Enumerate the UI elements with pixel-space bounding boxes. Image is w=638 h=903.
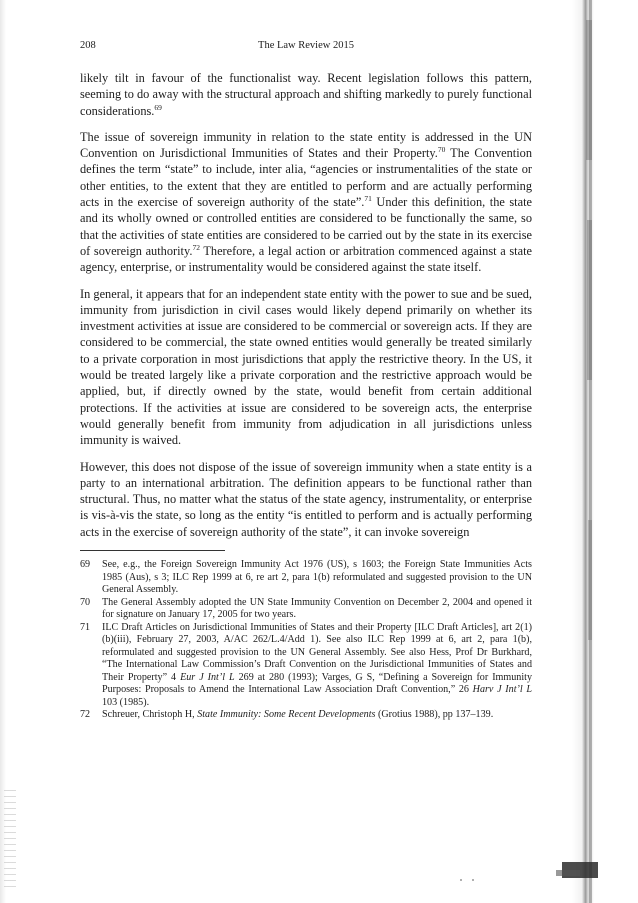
body-paragraph	[80, 129, 532, 276]
italic-citation: Eur J Int’l L	[180, 671, 235, 683]
footnote-reference: 71	[364, 193, 372, 203]
body-paragraph	[80, 70, 532, 119]
text-run: See, e.g., the Foreign Sovereign Immunity Act 1976 (US), s 1603; the Foreign State Immunities Acts 1985 (Aus), s 3; ILC Rep 1999 at 6, re art 2, para 1(b) reformulated and suggested provision to the UN General Assembly.	[102, 559, 532, 596]
running-title: The Law Review 2015	[258, 40, 354, 51]
scan-left-edge	[0, 0, 6, 903]
footnote-number: 70	[80, 596, 91, 608]
text-run: The Convention defines the term “state” to include, inter alia, “agencies or instrumentalities of the state or other entities, to the extent that they are entitled to perform and are actually performing acts in the exercise of sovereign authority of the state”.	[80, 146, 532, 210]
text-run: In general, it appears that for an independent state entity with the power to sue and be sued, immunity from jurisdiction in civil cases would likely depend primarily on whether its investment activities at issue are considered to be commercial or sovereign acts. If they are considered to be commercial, the state owned entities would generally be treated similarly to a private corporation in most jurisdictions that apply the restrictive theory. In the US, it would be treated largely like a private corporation and the restrictive approach would be applied, but, if directly owned by the state, would benefit from certain additional protections. If the activities at issue are considered to be sovereign acts, the enterprise would generally benefit from immunity from adjudication in all jurisdictions unless immunity is waived.	[80, 286, 532, 448]
text-run: However, this does not dispose of the issue of sovereign immunity when a state entity is a party to an international arbitration. The definition appears to be functional rather than structural. Thus, no matter what the status of the state agency, instrumentality, or enterprise is vis-à-vis the state, so long as the entity “is entitled to perform and is actually performing acts in the exercise of sovereign authority of the state”, it can invoke sovereign	[80, 459, 532, 539]
text-run: The issue of sovereign immunity in relation to the state entity is addressed in the UN Convention on Jurisdictional Immunities of States and their Property.	[80, 129, 532, 161]
footnote	[80, 622, 532, 710]
footnote	[80, 597, 532, 622]
scan-right-edge	[542, 0, 638, 903]
text-run: Therefore, a legal action or arbitration commenced against a state agency, enterprise, or instrumentality would be considered against the state itself.	[80, 243, 532, 275]
footnote-reference: 69	[154, 102, 162, 112]
footnotes	[80, 559, 532, 722]
footnote-separator	[80, 550, 225, 551]
scan-left-marks	[4, 790, 16, 890]
italic-citation: State Immunity: Some Recent Developments	[197, 709, 376, 721]
footnote	[80, 709, 532, 722]
footnote	[80, 559, 532, 597]
footnote-reference: 70	[437, 145, 446, 155]
scan-speck-marks	[458, 878, 488, 882]
body-text	[80, 70, 532, 540]
italic-citation: Harv J Int’l L	[472, 684, 532, 696]
footnote-number: 72	[80, 709, 91, 721]
text-run: likely tilt in favour of the functionalist way. Recent legislation follows this pattern, seeming to do away with the structural approach and shifting markedly to purely functional considerations.	[80, 71, 532, 118]
text-run: Schreuer, Christoph H,	[102, 709, 198, 721]
footnote-number: 71	[80, 621, 91, 633]
footnote-reference: 72	[192, 242, 200, 252]
body-paragraph	[80, 286, 532, 449]
text-run: (Grotius 1988), pp 137–139.	[375, 709, 494, 721]
text-run: 103 (1985).	[102, 696, 150, 708]
document-page	[80, 40, 532, 722]
text-run: ILC Draft Articles on Jurisdictional Immunities of States and their Property [ILC Draft Articles], art 2(1)(b)(iii), February 27, 2003, A/AC 262/L.4/Add 1). See also ILC Rep 1999 at 6, art 2, para 1(b), reformulated and suggested provision to the UN General Assembly. See also Hess, Prof Dr Burkhard, “The International Law Commission’s Draft Convention on the Jurisdictional Immunities of States and Their Property” 4	[102, 621, 532, 683]
text-run: The General Assembly adopted the UN State Immunity Convention on December 2, 2004 and opened it for signature on January 17, 2005 for two years.	[102, 596, 532, 621]
text-run: 269 at 280 (1993); Varges, G S, “Defining a Sovereign for Immunity Purposes: Proposals to Amend the International Law Association Draft Convention,” 26	[102, 671, 533, 696]
text-run: Under this definition, the state and its wholly owned or controlled entities are considered to be functionally the same, so that the activities of state entities are considered to be carried out by the state in its exercise of sovereign authority.	[80, 195, 532, 258]
body-paragraph	[80, 459, 532, 540]
footnote-number: 69	[80, 559, 91, 571]
page-number: 208	[80, 40, 96, 51]
running-header	[80, 40, 532, 56]
